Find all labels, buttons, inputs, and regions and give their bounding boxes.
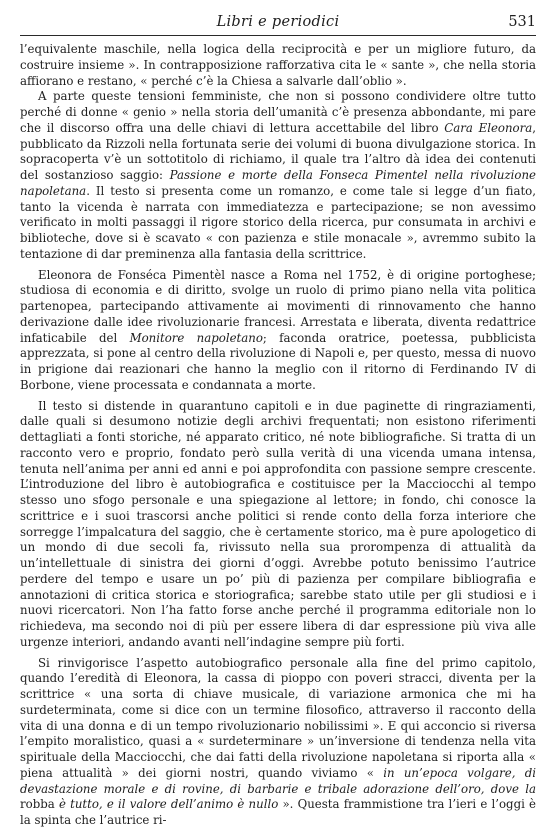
text-run: l’equivalente maschile, nella logica della reciprocità e per un migliore futuro, da costruire insieme ». In contrapposizione rafforzativa cita le « sante », che nella storia affiorano e restano, « perché c’è la Chiesa a salvarle dall’oblio ».	[20, 42, 536, 88]
text-run: A parte queste tensioni femministe, che non si possono condividere oltre tutto perché di donne « genio » nella storia dell’umanità c’è presenza abbondante, mi pare che il discorso offra una delle chiavi di lettura accettabile del libro	[20, 89, 536, 135]
page-number: 531	[508, 14, 536, 30]
text-run: . Il testo si presenta come un romanzo, e come tale si legge d’un fiato, tanto la vicenda è narrata con immediatezza e partecipazione; se non avessimo verificato in molti passaggi il rigore storico della ricerca, pur consumata in archivi e biblioteche, dove si è scavato « con pazienza e stile monacale », avremmo subito la tentazione di dar preminenza alla fantasia della scrittrice.	[20, 183, 536, 261]
paragraph	[20, 399, 536, 651]
body-text	[20, 42, 536, 829]
text-run: ». Questa frammistione tra l’ieri e l’oggi è la spinta che l’autrice ri-	[20, 797, 536, 827]
text-run: Si rinvigorisce l’aspetto autobiografico personale alla fine del primo capitolo, quando l’eredità di Eleonora, la cassa di pioppo con poveri stracci, diventa per la scrittrice « una sorta di chiave musicale, di variazione armonica che mi ha surdeterminata, come si dice con un termine filosofico, attraverso il racconto della vita di una donna e di un tempo rivoluzionario nobilissimi ». E qui acconcio si riversa l’empito moralistico, quasi a « surdeterminare » un’inversione di tendenza nella vita spirituale della Macciocchi, che dai fatti della rivoluzione napoletana si riporta alla « piena attualità » dei giorni nostri, quando viviamo «	[20, 655, 536, 780]
text-run: Il testo si distende in quarantuno capitoli e in due paginette di ringraziamenti, dalle quali si desumono notizie degli archivi frequentati; non esistono riferimenti dettagliati a fonti storiche, né apparato critico, né note bibliografiche. Si tratta di un racconto vero e proprio, fondato però sulla verità di una vicenda umana intensa, tenuta nell’anima per anni ed anni e poi approfondita con passione sempre crescente. L’introduzione del libro è autobiografica e costituisce per la Macciocchi al tempo stesso uno sfogo personale e una spiegazione al lettore; in fondo, chi conosce la scrittrice e i suoi trascorsi anche politici si rende conto della forza interiore che sorregge l’impalcatura del saggio, che è certamente storico, ma è pure apologetico di un mondo di due secoli fa, rivissuto nella sua prorompenza di attualità da un’intellettuale di sinistra dei giorni d’oggi. Avrebbe potuto benissimo l’autrice perdere del tempo e usare un po’ più di pazienza per compilare bibliografia e annotazioni di critica storica e storiografica; sarebbe stato utile per gli studiosi e i nuovi ricercatori. Non l’ha fatto forse anche perché il programma editoriale non lo richiedeva, ma secondo noi di più per essere libera di dar espressione più viva alle urgenze interiori, andando avanti nell’indagine sempre più forti.	[20, 398, 536, 649]
paragraph	[20, 656, 536, 829]
page-header	[20, 14, 536, 34]
text-run: , pubblicato da Rizzoli nella fortunata serie dei volumi di buona divulgazione storica. In sopracoperta v’è un sottotitolo di richiamo, il quale tra l’altro dà idea dei contenuti del sostanzioso saggio:	[20, 120, 536, 182]
paragraph	[20, 42, 536, 89]
italic-text: Monitore napoletano	[129, 330, 263, 345]
running-title: Libri e periodici	[216, 14, 340, 30]
text-run: ; faconda oratrice, poetessa, pubblicista apprezzata, si pone al centro della rivoluzione di Napoli e, per questo, messa di nuovo in prigione dai reazionari che hanno la meglio con il ritorno di Ferdinando IV di Borbone, viene processata e condannata a morte.	[20, 330, 536, 392]
text-run: Eleonora de Fonséca Pimentèl nasce a Roma nel 1752, è di origine portoghese; studiosa di economia e di diritto, svolge un ruolo di primo piano nella vita politica partenopea, partecipando attivamente ai movimenti di rinnovamento che hanno derivazione dalle idee rivoluzionarie francesi. Arrestata e liberata, diventa redattrice infaticabile del	[20, 267, 536, 345]
paragraph	[20, 89, 536, 262]
italic-text: Cara Eleonora	[444, 120, 533, 135]
italic-text: in un’epoca volgare, di devastazione morale e di rovine, di barbarie e tribale adorazione dell’oro, dove la	[20, 765, 536, 796]
italic-text: è tutto, e il valore dell’animo è nullo	[54, 797, 279, 812]
header-rule	[20, 35, 536, 36]
italic-text: Passione e morte della Fonseca Pimentel nella rivoluzione napoletana	[20, 168, 536, 198]
paragraph	[20, 268, 536, 394]
text-run: robba	[20, 797, 55, 812]
